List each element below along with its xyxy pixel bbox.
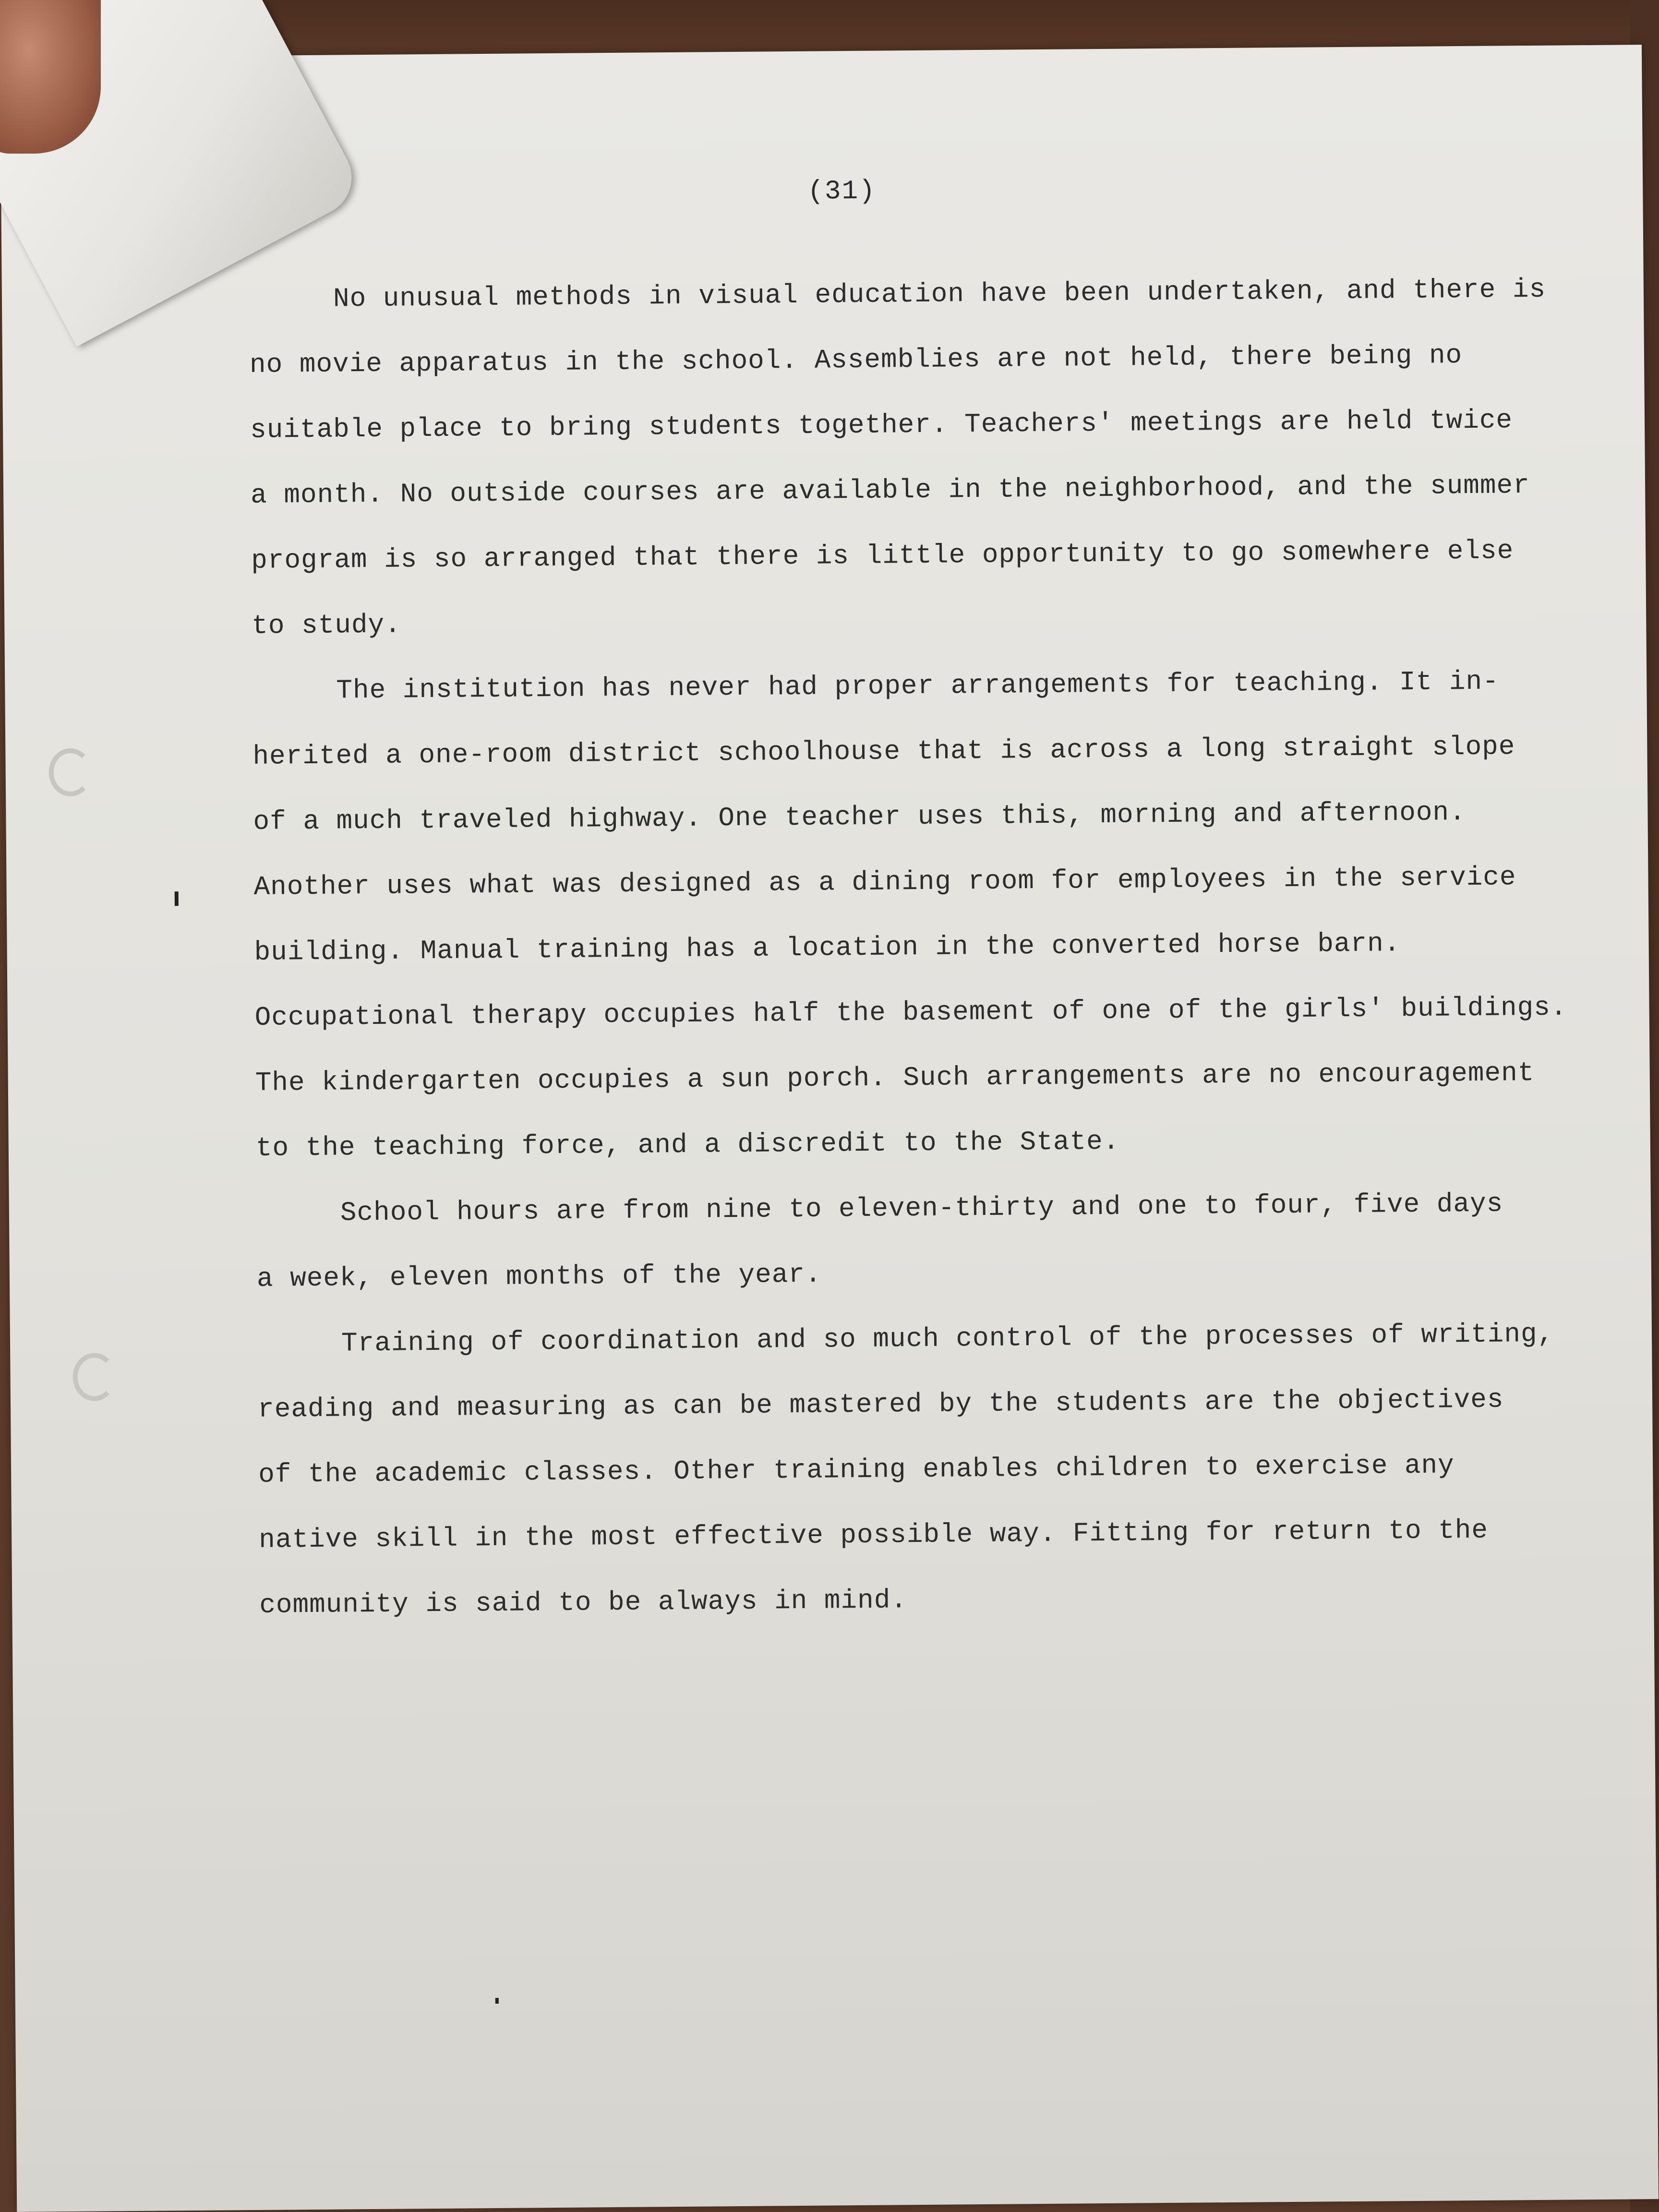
text-line: program is so arranged that there is little opportunity to go somewhere else — [251, 535, 1514, 576]
text-line: Another uses what was designed as a dining room for employees in the service — [253, 862, 1516, 902]
paragraph-2 — [252, 649, 1567, 1181]
text-line: No unusual methods in visual education have been undertaken, and there is — [333, 274, 1546, 314]
text-line: community is said to be always in mind. — [259, 1585, 908, 1621]
paragraph-3 — [256, 1171, 1524, 1311]
text-line: reading and measuring as can be mastered by the students are the objectives — [257, 1384, 1504, 1425]
text-line: a month. No outside courses are available in the neighborhood, and the summer — [250, 470, 1530, 511]
text-line: School hours are from nine to eleven-thirty and one to four, five days — [340, 1188, 1503, 1228]
text-line: a week, eleven months of the year. — [256, 1259, 822, 1294]
punch-hole-lower — [72, 1353, 116, 1401]
text-line: to study. — [252, 609, 402, 641]
text-line: suitable place to bring students together. Teachers' meetings are held twice — [250, 405, 1513, 445]
text-line: no movie apparatus in the school. Assemblies are not held, there being no — [249, 340, 1463, 380]
text-line: The institution has never had proper arrangements for teaching. It in- — [336, 666, 1499, 706]
text-line: to the teaching force, and a discredit to the State. — [255, 1126, 1120, 1164]
punch-hole-upper — [48, 748, 92, 797]
ink-mark — [175, 891, 179, 906]
typed-page — [0, 45, 1659, 2212]
paragraph-4 — [257, 1301, 1554, 1638]
paragraph-1 — [249, 257, 1546, 659]
text-line: of the academic classes. Other training enables children to exercise any — [258, 1450, 1455, 1490]
page-number: (31) — [807, 175, 876, 207]
text-line: The kindergarten occupies a sun porch. Such arrangements are no encouragement — [255, 1057, 1535, 1098]
body-text — [249, 257, 1567, 1638]
text-line: herited a one-room district schoolhouse that is across a long straight slope — [252, 731, 1515, 772]
text-line: Occupational therapy occupies half the basement of one of the girls' buildings. — [254, 992, 1567, 1033]
text-line: building. Manual training has a location in the converted horse barn. — [254, 928, 1401, 968]
ink-dot — [495, 1998, 499, 2004]
text-line: of a much traveled highway. One teacher uses this, morning and afternoon. — [253, 797, 1466, 837]
text-line: Training of coordination and so much control of the processes of writing, — [341, 1318, 1554, 1359]
text-line: native skill in the most effective possible way. Fitting for return to the — [259, 1515, 1489, 1555]
